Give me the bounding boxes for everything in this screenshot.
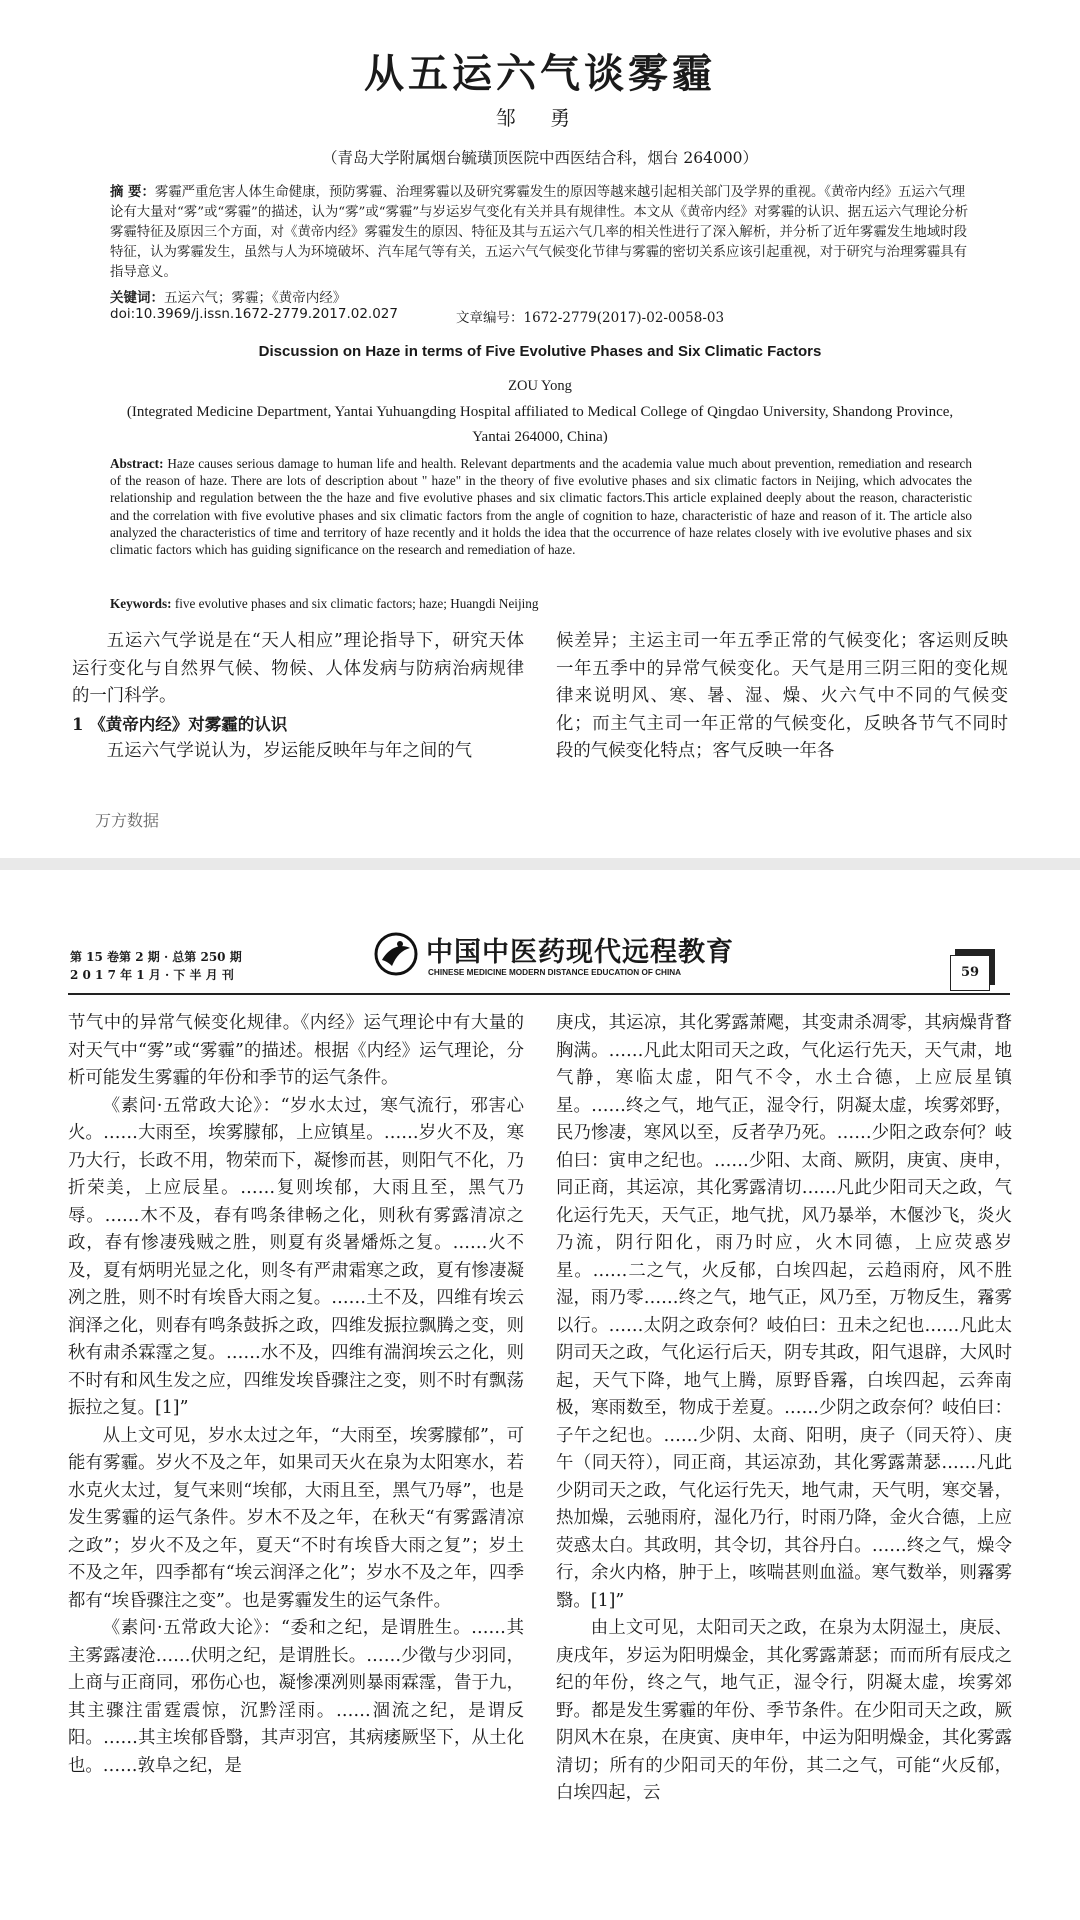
journal-logo-icon (374, 932, 418, 976)
journal-name-en: CHINESE MEDICINE MODERN DISTANCE EDUCATION OF CHINA (428, 968, 682, 977)
author-name: 邹 勇 (495, 106, 585, 130)
body-paragraph: 《素问·五常政大论》：“岁水太过，寒气流行，邪害心火。……大雨至，埃雾朦郁，上应镇星。……岁火不及，寒乃大行，长政不用，物荣而下，凝惨而甚，则阳气不化，乃折荣美，上应辰星。……复则埃郁，大雨且至，黑气乃辱。……木不及，春有鸣条律畅之化，则秋有雾露清凉之政，春有惨凄残贼之胜，则夏有炎暑燔烁之复。……火不及，夏有炳明光显之化，则冬有严肃霜寒之政，夏有惨凄凝冽之胜，则不时有埃昏大雨之复。……土不及，四维有埃云润泽之化，则春有鸣条鼓拆之政，四维发振拉飘腾之变，则秋有肃杀霖霪之复。……水不及，四维有湍润埃云之化，则不时有和风生发之应，四维发埃昏骤注之变，则不时有飘荡振拉之复。[1]” (68, 1095, 524, 1418)
page-number: 59 (950, 955, 990, 991)
issue-info (70, 948, 242, 984)
section-heading: 1 《黄帝内经》对雾霾的认识 (72, 714, 288, 734)
issue-info-line-1: 第 15 卷第 2 期 · 总第 250 期 (70, 950, 242, 964)
paper-page-1 (0, 0, 1080, 858)
english-affiliation-line-1: (Integrated Medicine Department, Yantai Yuhuangding Hospital affiliated to Medical College of Qingdao University, Shandong Province, (126, 404, 954, 420)
english-author: ZOU Yong (508, 378, 572, 394)
page1-left-column (72, 628, 524, 766)
watermark: 万方数据 (95, 811, 160, 830)
body-paragraph: 节气中的异常气候变化规律。《内经》运气理论中有大量的对天气中“雾”或“雾霾”的描述。根据《内经》运气理论，分析可能发生雾霾的年份和季节的运气条件。 (68, 1013, 524, 1088)
keywords-label: 关键词： (110, 290, 164, 306)
english-abstract-text: Haze causes serious damage to human life and health. Relevant departments and the academia value much about prevention, remediation and research of the reason of haze. There are lots of description about " haze" in the theory of five evolutive phases and six climatic factors in Neijing, which advocates the relationship and regulation between the the haze and five evolutive phases and six climatic factors.This article explained deeply about the reason, characteristic and the correlation with five evolutive phases and six climatic factors from the angle of cognition to haze, characteristic of haze and reason of it. The article also analyzed the characteristics of time and territory of haze recently and it holds the idea that the occurrence of haze relates closely with ive evolutive phases and six climatic factors which has guiding significance on the research and remediation of haze. (110, 456, 972, 558)
english-keywords (110, 596, 972, 612)
abstract-label: 摘 要： (110, 184, 155, 200)
page2-left-column (68, 1010, 524, 1780)
page-separator (0, 858, 1080, 870)
body-paragraph: 《素问·五常政大论》：“委和之纪，是谓胜生。……其主雾露凄沧……伏明之纪，是谓胜长。……少徵与少羽同，上商与正商同，邪伤心也，凝惨凓冽则暴雨霖霪，眚于九，其主骤注雷霆震惊，沉黔淫雨。……涸流之纪，是谓反阳。……其主埃郁昏翳，其声羽宫，其病痿厥坚下，从土化也。……敦阜之纪，是 (68, 1618, 524, 1776)
english-affiliation (80, 400, 1000, 450)
english-abstract-label: Abstract: (110, 456, 164, 471)
english-keywords-text: five evolutive phases and six climatic factors; haze; Huangdi Neijing (174, 596, 539, 611)
page1-right-column (556, 628, 1008, 766)
journal-name-cn: 中国中医药现代远程教育 (426, 937, 734, 968)
body-paragraph: 五运六气学说是在“天人相应”理论指导下，研究天体运行变化与自然界气候、物候、人体发病与防病治病规律的一门科学。 (72, 631, 524, 706)
page2-right-column (556, 1010, 1012, 1808)
doi: doi:10.3969/j.issn.1672-2779.2017.02.027 (110, 306, 398, 322)
chinese-keywords (110, 286, 972, 306)
chinese-abstract (110, 182, 972, 283)
body-paragraph: 庚戌，其运凉，其化雾露萧飔，其变肃杀凋零，其病燥背瞀胸满。……凡此太阳司天之政，气化运行先天，天气肃，地气静，寒临太虚，阳气不令，水土合德，上应辰星镇星。……终之气，地气正，湿令行，阴凝太虚，埃雾郊野，民乃惨凄，寒风以至，反者孕乃死。……少阳之政奈何？岐伯曰：寅申之纪也。……少阳、太商、厥阴，庚寅、庚申，同正商，其运凉，其化雾露清切……凡此少阳司天之政，气化运行先天，天气正，地气扰，风乃暴举，木偃沙飞，炎火乃流，阴行阳化，雨乃时应，火木同德，上应荧惑岁星。……二之气，火反郁，白埃四起，云趋雨府，风不胜湿，雨乃零……终之气，地气正，风乃至，万物反生，霿雾以行。……太阴之政奈何？岐伯曰：丑未之纪也……凡此太阴司天之政，气化运行后天，阴专其政，阳气退辟，大风时起，天气下降，地气上腾，原野昏霿，白埃四起，云奔南极，寒雨数至，物成于差夏。……少阴之政奈何？岐伯曰：子午之纪也。……少阴、太商、阳明，庚子（同天符）、庚午（同天符），同正商，其运凉劲，其化雾露萧瑟……凡此少阴司天之政，气化运行先天，地气肃，天气明，寒交暑，热加燥，云驰雨府，湿化乃行，时雨乃降，金火合德，上应荧惑太白。其政明，其令切，其谷丹白。……终之气，燥令行，余火内格，肿于上，咳喘甚则血溢。寒气数举，则霿雾翳。[1]” (556, 1013, 1012, 1611)
english-keywords-label: Keywords: (110, 596, 172, 611)
english-affiliation-line-2: Yantai 264000, China) (472, 429, 608, 445)
author-affiliation: （青岛大学附属烟台毓璜顶医院中西医结合科，烟台 264000） (321, 149, 759, 167)
header-rule (68, 993, 1010, 995)
body-paragraph: 候差异；主运主司一年五季正常的气候变化；客运则反映一年五季中的异常气候变化。天气是用三阴三阳的变化规律来说明风、寒、暑、湿、燥、火六气中不同的气候变化；而主气主司一年正常的气候变化，反映各节气不同时段的气候变化特点；客气反映一年各 (556, 631, 1008, 761)
english-title: Discussion on Haze in terms of Five Evolutive Phases and Six Climatic Factors (258, 343, 822, 360)
issue-info-line-2: 2 0 1 7 年 1 月 · 下 半 月 刊 (70, 968, 234, 982)
english-abstract (110, 455, 972, 558)
article-number: 文章编号：1672-2779(2017)-02-0058-03 (456, 310, 725, 326)
body-paragraph: 五运六气学说认为，岁运能反映年与年之间的气 (106, 741, 473, 761)
paper-title: 从五运六气谈雾霾 (364, 50, 716, 97)
body-paragraph: 由上文可见，太阳司天之政，在泉为太阴湿土，庚辰、庚戌年，岁运为阳明燥金，其化雾露萧瑟；而而所有辰戌之纪的年份，终之气，地气正，湿令行，阴凝太虚，埃雾郊野。都是发生雾霾的年份、季节条件。在少阳司天之政，厥阴风木在泉，在庚寅、庚申年，中运为阳明燥金，其化雾露清切；所有的少阳司天的年份，其二之气，可能“火反郁，白埃四起，云 (556, 1618, 1012, 1803)
abstract-text: 雾霾严重危害人体生命健康，预防雾霾、治理雾霾以及研究雾霾发生的原因等越来越引起相关部门及学界的重视。《黄帝内经》五运六气理论有大量对“雾”或“雾霾”的描述，认为“雾”或“雾霾”与岁运岁气变化有关并具有规律性。本文从《黄帝内经》对雾霾的认识、据五运六气理论分析雾霾特征及原因三个方面，对《黄帝内经》雾霾发生的原因、特征及其与五运六气几率的相关性进行了深入解析，并分析了近年雾霾发生地域时段特征，认为雾霾发生，虽然与人为环境破坏、汽车尾气等有关，五运六气气候变化节律与雾霾的密切关系应该引起重视，对于研究与治理雾霾具有指导意义。 (110, 185, 969, 280)
body-paragraph: 从上文可见，岁水太过之年，“大雨至，埃雾朦郁”，可能有雾霾。岁火不及之年，如果司天火在泉为太阳寒水，若水克火太过，复气来则“埃郁，大雨且至，黑气乃辱”，也是发生雾霾的运气条件。岁木不及之年，在秋天“有雾露清凉之政”；岁火不及之年，夏天“不时有埃昏大雨之复”；岁土不及之年，四季都有“埃云润泽之化”；岁水不及之年，四季都有“埃昏骤注之变”。也是雾霾发生的运气条件。 (68, 1425, 524, 1611)
keywords-text: 五运六气；雾霾；《黄帝内经》 (164, 290, 347, 306)
